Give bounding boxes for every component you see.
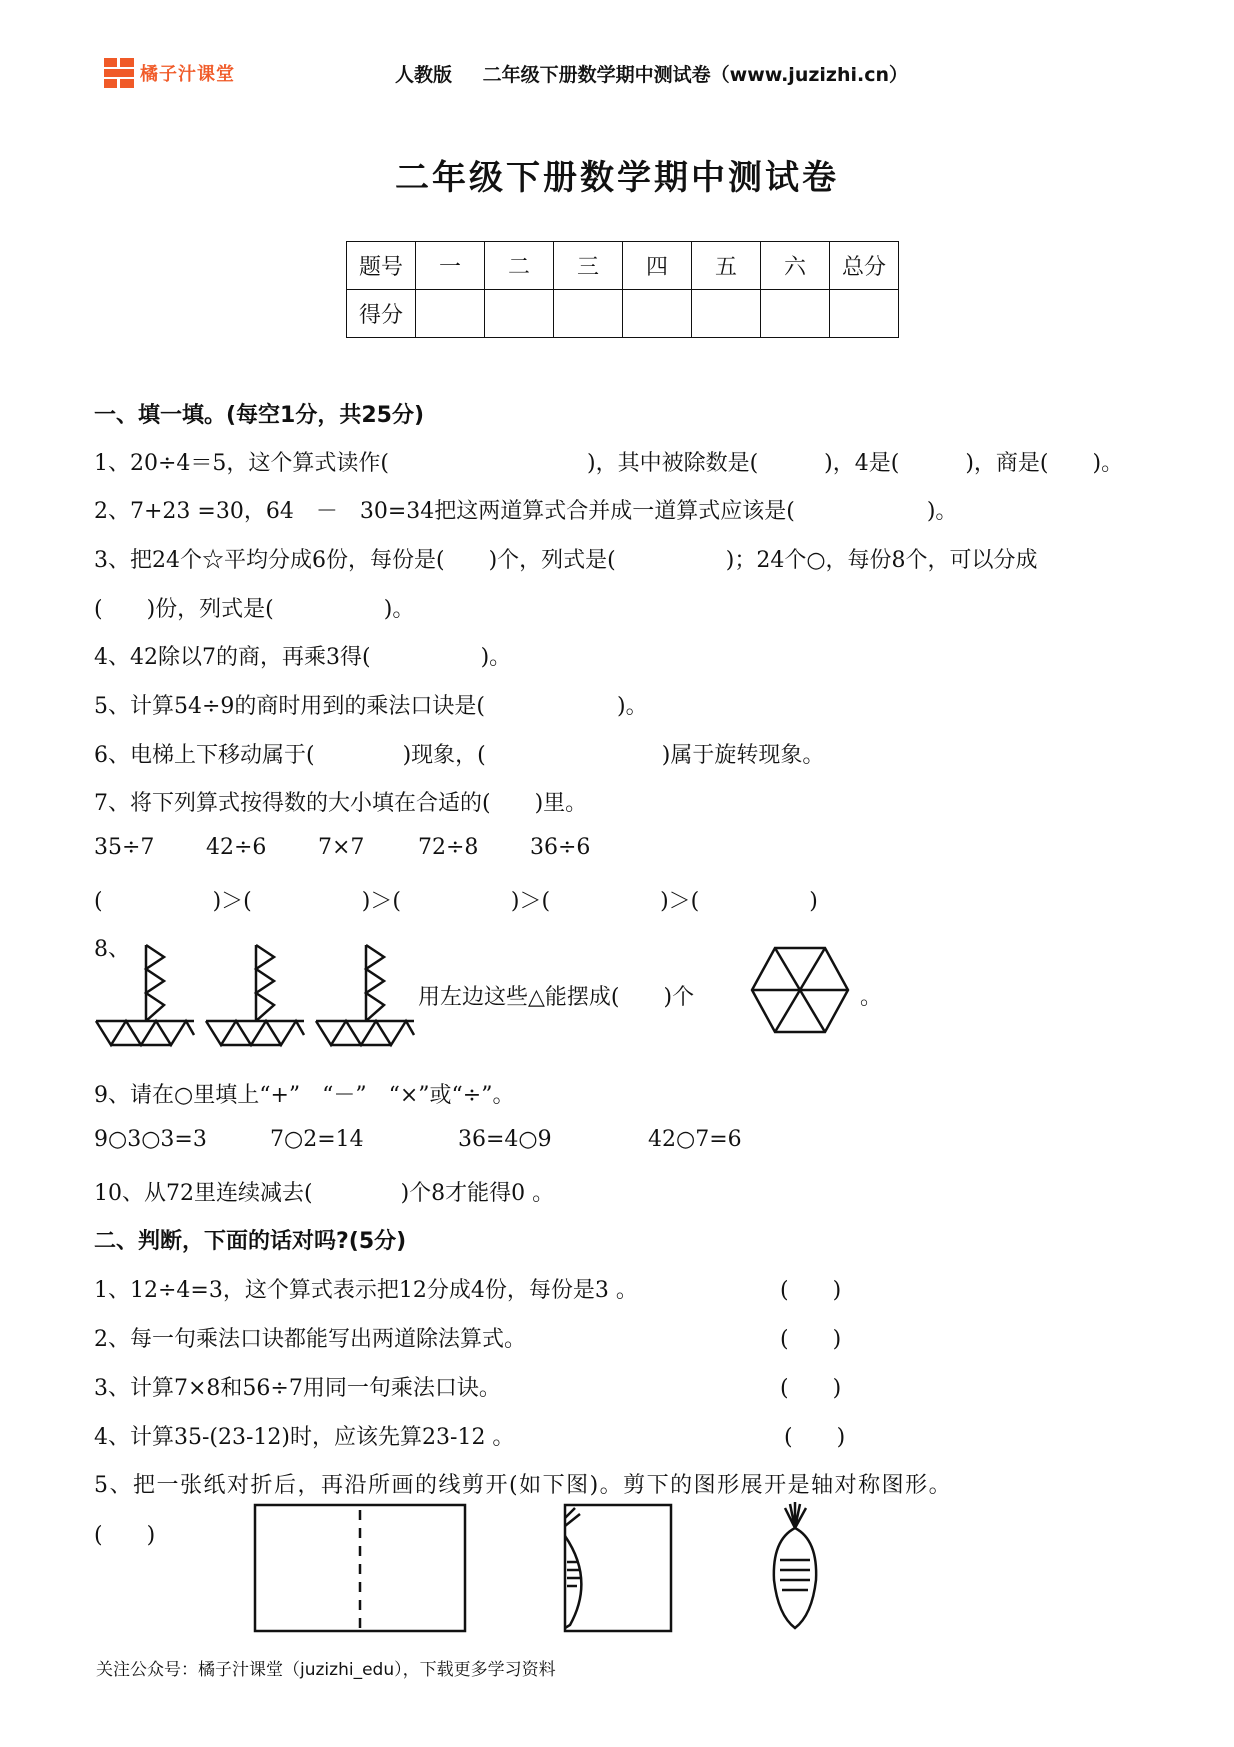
page-header: [395, 60, 932, 87]
question-10: 10、从72里连续减去( )个8才能得0 。: [94, 1181, 555, 1206]
question-8-text: 用左边这些△能摆成( )个: [418, 985, 695, 1010]
question-7: 7、将下列算式按得数的大小填在合适的( )里。: [94, 791, 588, 816]
hexagon-icon: [750, 945, 850, 1035]
page-title: 二年级下册数学期中测试卷: [395, 158, 839, 198]
question-8-end: 。: [860, 985, 883, 1010]
score-cell[interactable]: [554, 290, 623, 338]
order-blanks: ( )＞( )＞( )＞( )＞( ): [94, 889, 818, 914]
triangle-figures: [94, 935, 424, 1055]
table-cell: 总分: [830, 242, 899, 290]
footer-note: 关注公众号：橘子汁课堂（juzizhi_edu），下载更多学习资料: [96, 1660, 556, 1680]
score-table: [346, 241, 899, 338]
logo-icon: [104, 58, 134, 88]
question-4: 4、42除以7的商，再乘3得( )。: [94, 645, 512, 670]
q9-item-3: 36=4○9: [458, 1127, 552, 1152]
expr-4: 72÷8: [418, 835, 479, 860]
flag-figure-2: [206, 945, 304, 1045]
judge-2: 2、每一句乘法口诀都能写出两道除法算式。: [94, 1327, 526, 1352]
table-cell: 得分: [347, 290, 416, 338]
score-cell[interactable]: [830, 290, 899, 338]
expr-1: 35÷7: [94, 835, 155, 860]
table-cell: 五: [692, 242, 761, 290]
score-cell[interactable]: [692, 290, 761, 338]
question-1: 1、20÷4＝5，这个算式读作( )，其中被除数是( )，4是( )，商是( )。: [94, 451, 1124, 476]
edition-label: 人教版: [395, 64, 453, 86]
table-cell: 六: [761, 242, 830, 290]
section1-heading: 一、填一填。(每空1分，共25分): [94, 403, 425, 428]
table-cell: 四: [623, 242, 692, 290]
cut-line-paper-icon: [565, 1505, 671, 1631]
expr-5: 36÷6: [530, 835, 591, 860]
question-2: 2、7+23 =30，64 － 30=34把这两道算式合并成一道算式应该是( )。: [94, 499, 958, 524]
doc-label: 二年级下册数学期中测试卷（www.juzizhi.cn）: [482, 64, 909, 86]
score-cell[interactable]: [485, 290, 554, 338]
table-cell: 一: [416, 242, 485, 290]
question-5: 5、计算54÷9的商时用到的乘法口诀是( )。: [94, 694, 648, 719]
score-cell[interactable]: [761, 290, 830, 338]
table-row: [347, 242, 899, 290]
question-9: 9、请在○里填上“+” “－” “×”或“÷”。: [94, 1083, 515, 1108]
q9-item-2: 7○2=14: [270, 1127, 364, 1152]
brand-logo: [104, 58, 235, 88]
judge-4: 4、计算35-(23-12)时，应该先算23-12 。: [94, 1425, 515, 1450]
judge-1-paren[interactable]: ( ): [780, 1278, 842, 1303]
question-3b: ( )份，列式是( )。: [94, 597, 415, 622]
judge-3-paren[interactable]: ( ): [780, 1376, 842, 1401]
judge-1: 1、12÷4=3，这个算式表示把12分成4份，每份是3 。: [94, 1278, 638, 1303]
flag-figure-1: [96, 945, 194, 1045]
table-cell: 题号: [347, 242, 416, 290]
judge-4-paren[interactable]: ( ): [784, 1425, 846, 1450]
judge-2-paren[interactable]: ( ): [780, 1327, 842, 1352]
expr-2: 42÷6: [206, 835, 267, 860]
table-row: [347, 290, 899, 338]
q9-item-4: 42○7=6: [648, 1127, 742, 1152]
question-3a: 3、把24个☆平均分成6份，每份是( )个，列式是( )；24个○，每份8个，可以分成: [94, 548, 1038, 573]
question-8-number: 8、: [94, 937, 130, 962]
table-cell: 三: [554, 242, 623, 290]
section2-heading: 二、判断，下面的话对吗?(5分): [94, 1229, 407, 1254]
score-cell[interactable]: [416, 290, 485, 338]
judge-5: 5、把一张纸对折后，再沿所画的线剪开(如下图)。剪下的图形展开是轴对称图形。: [94, 1473, 953, 1498]
question-6: 6、电梯上下移动属于( )现象，( )属于旋转现象。: [94, 743, 825, 768]
score-cell[interactable]: [623, 290, 692, 338]
q9-item-1: 9○3○3=3: [94, 1127, 207, 1152]
carrot-icon: [774, 1502, 816, 1628]
judge-3: 3、计算7×8和56÷7用同一句乘法口诀。: [94, 1376, 501, 1401]
table-cell: 二: [485, 242, 554, 290]
logo-text: 橘子汁课堂: [140, 64, 235, 85]
paper-cut-figures: [250, 1500, 830, 1640]
flag-figure-3: [316, 945, 414, 1045]
judge-5-paren[interactable]: ( ): [94, 1523, 156, 1548]
expr-3: 7×7: [318, 835, 365, 860]
